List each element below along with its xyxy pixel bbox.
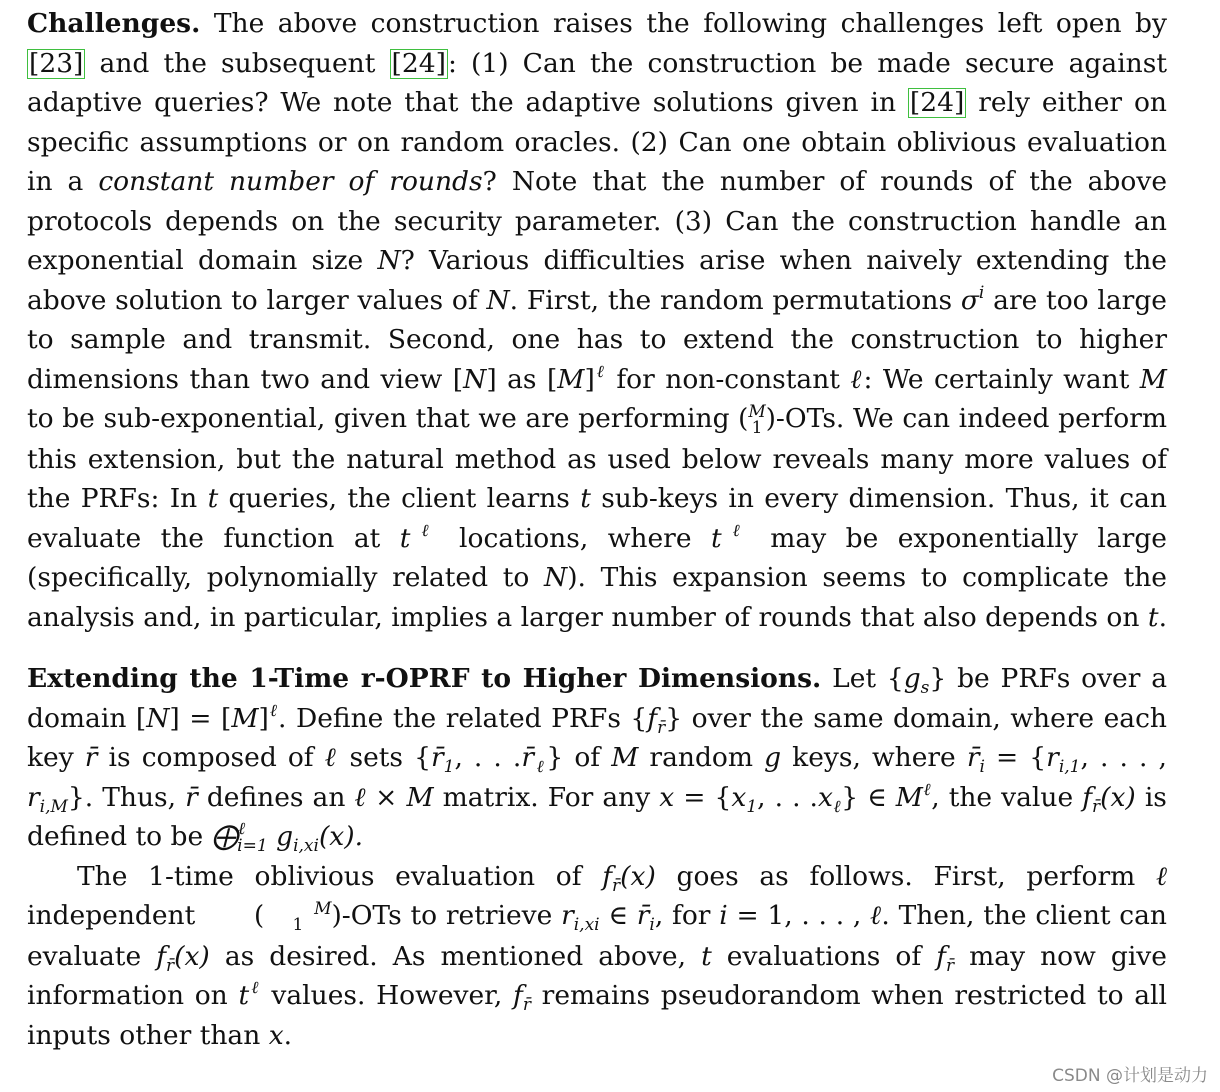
text: defines an — [206, 781, 346, 813]
math: M — [611, 742, 639, 773]
math: g — [764, 742, 782, 773]
math: ℓ — [850, 363, 864, 395]
text: locations, where — [459, 522, 692, 554]
math-symbol: r̄ — [430, 742, 444, 773]
math — [960, 282, 985, 316]
text: , . . . — [454, 742, 522, 773]
math — [399, 520, 440, 554]
text: ] — [258, 702, 269, 734]
text: ). This expansion seems to complicate the analysis and, in particular, implies a larger number of rounds that also depends on — [27, 562, 1167, 633]
text: . Then, the client can evaluate — [27, 900, 1167, 972]
math: ℓ — [1155, 860, 1167, 892]
math: N — [486, 284, 510, 316]
text: evaluations of — [726, 940, 922, 972]
text: , for — [654, 900, 711, 931]
text: } of — [546, 742, 601, 773]
math — [710, 520, 751, 554]
text: × — [375, 781, 398, 813]
math-symbol: t — [710, 522, 722, 554]
text: = { — [996, 742, 1047, 773]
watermark: CSDN @计划是动力 — [1052, 1066, 1208, 1086]
math-symbol: M — [895, 781, 923, 813]
text: matrix. For any — [442, 781, 651, 813]
math-sub: r̄ — [1092, 796, 1101, 817]
math — [513, 980, 531, 1015]
math-symbol: f — [156, 940, 166, 972]
math-symbol: t — [238, 980, 250, 1011]
math-arg: (x) — [174, 940, 210, 972]
text: as desired. As mentioned above, — [224, 940, 687, 972]
citation-link[interactable]: [23] — [29, 47, 84, 79]
binom-bottom: 1 — [751, 418, 763, 438]
citation-link[interactable]: [24] — [909, 87, 965, 118]
extending-heading: Extending the 1-Time r-OPRF to Higher Dimensions. — [27, 663, 822, 694]
math-symbol: r — [1046, 742, 1059, 773]
math-symbol: x — [731, 781, 747, 813]
math: t — [1147, 601, 1159, 633]
math — [817, 781, 842, 817]
math-symbol: r̄ — [966, 742, 980, 773]
math — [903, 663, 930, 698]
math-sub: i — [649, 915, 655, 935]
challenges-heading: Challenges. — [27, 8, 201, 39]
math — [27, 781, 68, 817]
math-symbol: r — [561, 900, 574, 931]
math-sub: ℓ — [832, 796, 842, 817]
math: N — [544, 562, 568, 593]
text: for non-constant — [616, 363, 840, 395]
math: ℓ — [870, 900, 882, 931]
math — [966, 742, 985, 777]
text: , . . . , — [1080, 742, 1167, 773]
text: may now give information on — [27, 940, 1167, 1011]
extending-paragraph — [27, 659, 1167, 857]
text: queries, the client learns — [228, 483, 570, 514]
math: t — [701, 940, 712, 972]
text: }. Thus, — [67, 781, 177, 813]
text: = { — [683, 781, 732, 813]
math-sub: i=1 — [237, 836, 268, 856]
math — [238, 980, 260, 1011]
text: sub-keys in every dimension. Thus, it can evaluate the function at — [27, 483, 1167, 554]
math — [1046, 742, 1081, 777]
math-sub: i,M — [39, 796, 68, 817]
math-sub: r̄ — [166, 955, 175, 976]
text: ? Note that the number of rounds of the above protocols depends on the security parameter. (3) Can the construction handle an exponential domain size — [27, 166, 1168, 276]
text: The above construction raises the following challenges left open by — [213, 8, 1167, 39]
text: : (1) Can the construction be made secure against adaptive queries? We note that the adaptive solutions given in — [27, 47, 1167, 118]
text: } be PRFs over a domain [ — [27, 663, 1167, 734]
math-symbol: r — [27, 781, 40, 813]
text: . — [283, 1019, 293, 1051]
math-symbol: g — [903, 663, 921, 694]
paper-page — [27, 4, 1167, 1055]
math — [602, 860, 656, 896]
text: Let { — [832, 663, 904, 694]
math-sup: ℓ — [594, 361, 606, 382]
math: ℓ — [354, 781, 367, 813]
math-symbol: r̄ — [521, 742, 535, 773]
math-sub: r̄ — [612, 875, 621, 896]
binom-top: M — [748, 402, 766, 422]
math: M — [557, 363, 585, 395]
math: i — [719, 900, 728, 931]
text: -OTs. We can indeed perform this extension, but the natural method as used below reveals many more values of the PRFs: In — [27, 403, 1167, 514]
text: } over the same domain, where each key — [27, 702, 1167, 773]
math-sub: i — [979, 757, 985, 777]
math-sub: i,xi — [293, 836, 319, 856]
text: keys, where — [792, 742, 956, 773]
text: goes as follows. First, perform — [676, 860, 1136, 892]
math — [211, 819, 363, 856]
math-sub: 1 — [443, 757, 455, 777]
text: values. However, — [271, 980, 503, 1011]
text: ∈ — [608, 900, 628, 931]
math-sub: i,1 — [1058, 757, 1081, 777]
text: . First, the random permutations — [509, 284, 953, 316]
math-symbol: σ — [960, 284, 979, 316]
math — [731, 781, 758, 817]
math-symbol: f — [1082, 781, 1092, 813]
challenges-paragraph — [27, 4, 1167, 637]
math — [430, 742, 455, 777]
math: M — [406, 781, 434, 813]
math-sub: 1 — [746, 796, 758, 817]
text: . — [1158, 601, 1167, 633]
text: = 1, . . . , — [736, 900, 862, 931]
math-sup: ℓ — [721, 520, 751, 541]
math: N — [146, 702, 170, 734]
text: rely either on specific assumptions or on random oracles. (2) Can one obtain oblivious evaluation in a — [27, 87, 1167, 197]
text: independent — [27, 900, 196, 931]
evaluation-paragraph — [27, 857, 1167, 1056]
math: M — [1139, 363, 1167, 395]
math: x — [659, 781, 675, 813]
math-sub: s — [920, 678, 930, 698]
math-arg: (x) — [1100, 781, 1136, 813]
math-symbol: x — [817, 781, 833, 813]
math-symbol: r̄ — [636, 900, 650, 931]
math: t — [207, 483, 219, 514]
math: t — [580, 483, 591, 514]
oplus-symbol: ⨁ — [211, 821, 239, 852]
text: ] as [ — [486, 363, 558, 395]
math-symbol: f — [936, 940, 946, 972]
math — [561, 900, 600, 935]
binomial: (M 1 ) — [738, 402, 776, 438]
math: ℓ — [324, 742, 339, 773]
math-arg: (x). — [318, 821, 363, 852]
text: are too large to sample and transmit. Second, one has to extend the construction to higher dimensions than two and view [ — [27, 284, 1167, 395]
math-sub: r̄ — [657, 717, 666, 738]
math: r̄ — [84, 742, 98, 773]
text: , . . . — [757, 781, 818, 813]
math — [156, 940, 210, 976]
text: may be exponentially large (specifically, polynomially related to — [27, 522, 1167, 593]
math-sup: ℓ — [410, 520, 440, 541]
math-symbol: f — [513, 980, 523, 1011]
text: , the value — [931, 781, 1074, 813]
binom-top: M — [314, 899, 332, 919]
math-symbol: f — [647, 702, 658, 734]
math-sub: ℓ — [534, 757, 547, 777]
math-sup: ℓ — [238, 819, 246, 839]
math — [895, 779, 932, 813]
text: random — [649, 742, 754, 773]
text: is composed of — [108, 742, 314, 773]
text: to be sub-exponential, given that we are performing — [27, 403, 730, 434]
math-arg: (x) — [620, 860, 656, 892]
text: The 1-time oblivious evaluation of — [77, 860, 582, 892]
math-sub: i,xi — [573, 915, 600, 935]
math-sup: ℓ — [249, 978, 261, 998]
math — [647, 702, 666, 738]
math-sup: ℓ — [268, 700, 279, 721]
binom-bottom: 1 — [292, 915, 304, 935]
math-sup: i — [978, 282, 985, 303]
math-sub: r̄ — [522, 995, 531, 1015]
math — [521, 742, 547, 777]
math — [1082, 781, 1136, 817]
text: } ∈ — [841, 781, 887, 813]
citation-link[interactable]: [24] — [391, 47, 446, 79]
math — [936, 940, 955, 976]
emphasis: constant number of rounds — [98, 166, 483, 197]
math-symbol: t — [399, 522, 411, 554]
math: N — [377, 245, 401, 276]
math-symbol: g — [276, 821, 294, 852]
math: N — [463, 363, 487, 395]
text: ] — [584, 363, 595, 395]
text: sets { — [349, 742, 431, 773]
text: is defined to be — [27, 781, 1167, 852]
math-symbol: f — [602, 860, 613, 892]
math: r̄ — [185, 781, 198, 813]
text: remains pseudorandom when restricted to all inputs other than — [27, 980, 1167, 1051]
math: M — [231, 702, 259, 734]
text: . Define the related PRFs { — [278, 702, 648, 734]
math-sub: r̄ — [945, 955, 955, 976]
text: -OTs to retrieve — [341, 900, 553, 931]
text: ? Various difficulties arise when naively extending the above solution to larger values of — [27, 245, 1167, 316]
math — [636, 900, 655, 935]
binomial: ( M 1 ) — [254, 899, 342, 935]
math-sup: ℓ — [922, 779, 932, 800]
math: x — [268, 1019, 284, 1051]
text: ] = [ — [169, 702, 232, 734]
text: : We certainly want — [863, 363, 1130, 395]
text: and the subsequent — [99, 47, 376, 79]
